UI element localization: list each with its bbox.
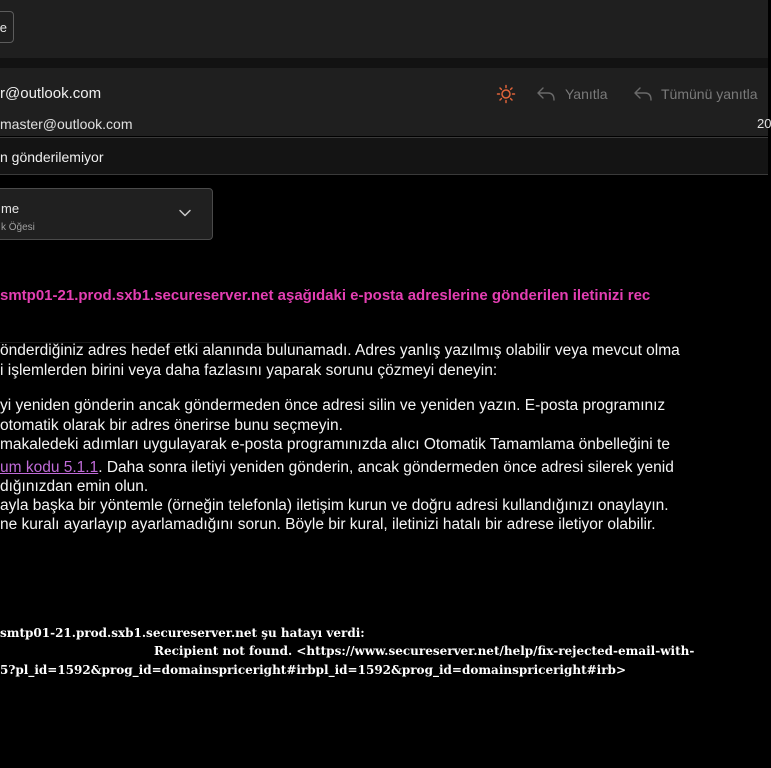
body-line-5: makaledeki adımları uygulayarak e-posta programınızda alıcı Otomatik Tamamlama önbelleğini te — [0, 436, 670, 453]
attachment-type: k Öğesi — [1, 222, 35, 233]
subject-bar — [0, 137, 768, 175]
bounce-headline: smtp01-21.prod.sxb1.secureserver.net aşağıdaki e-posta adreslerine gönderilen iletinizi rec — [0, 287, 651, 304]
reply-all-label: Tümünü yanıtla — [661, 86, 758, 102]
attachment-card[interactable] — [0, 188, 213, 240]
body-line-2: i işlemlerden birini veya daha fazlasını yaparak sorunu çözmeyi deneyin: — [0, 362, 498, 379]
reply-all-button[interactable] — [634, 84, 758, 104]
reply-button[interactable] — [536, 84, 608, 104]
body-line-9: ne kuralı ayarlayıp ayarlamadığını sorun. Böyle bir kural, iletinizi hatalı bir adrese iletiyor olabilir. — [0, 516, 656, 533]
body-line-8: ayla başka bir yöntemle (örneğin telefonla) iletişim kurun ve doğru adresi kullandığınızı onaylayın. — [0, 497, 669, 514]
sun-icon[interactable] — [496, 84, 516, 104]
top-toolbar — [0, 0, 768, 59]
recipient-address: master@outlook.com — [0, 116, 133, 132]
message-header — [0, 68, 771, 136]
subject-text: n gönderilemiyor — [0, 149, 104, 165]
body-line-6 — [0, 459, 674, 477]
body-line-3: yi yeniden gönderin ancak göndermeden önce adresi silin ve yeniden yazın. E-posta programınız — [0, 397, 666, 414]
sender-address: r@outlook.com — [0, 85, 102, 102]
redacted-block — [0, 318, 305, 343]
toolbar-button[interactable]: e — [0, 11, 14, 43]
message-body — [0, 176, 768, 768]
message-date: 20 — [757, 116, 771, 131]
chevron-down-icon[interactable] — [178, 206, 192, 220]
reply-all-icon — [634, 86, 652, 102]
diagnostic-line-3: 5?pl_id=1592&prog_id=domainspriceright#irbpl_id=1592&prog_id=domainspriceright#irb> — [0, 663, 626, 677]
reply-label: Yanıtla — [565, 86, 608, 102]
reply-icon — [536, 86, 556, 102]
diagnostic-line-1: smtp01-21.prod.sxb1.secureserver.net şu hatayı verdi: — [0, 626, 365, 640]
attachment-name: me — [1, 201, 20, 216]
diagnostic-line-2: Recipient not found. <https://www.secureserver.net/help/fix-rejected-email-with- — [154, 644, 695, 658]
body-line-7: dığınızdan emin olun. — [0, 478, 149, 495]
body-line-6-text: . Daha sonra iletiyi yeniden gönderin, ancak göndermeden önce adresi silerek yenid — [98, 459, 674, 476]
toolbar-separator — [0, 58, 768, 68]
error-code-link[interactable]: um kodu 5.1.1 — [0, 459, 99, 476]
body-line-4: otomatik olarak bir adres önerirse bunu seçmeyin. — [0, 417, 343, 434]
redacted-recipient — [0, 643, 150, 661]
body-line-1: önderdiğiniz adres hedef etki alanında bulunamadı. Adres yanlış yazılmış olabilir veya mevcut olma — [0, 342, 680, 359]
